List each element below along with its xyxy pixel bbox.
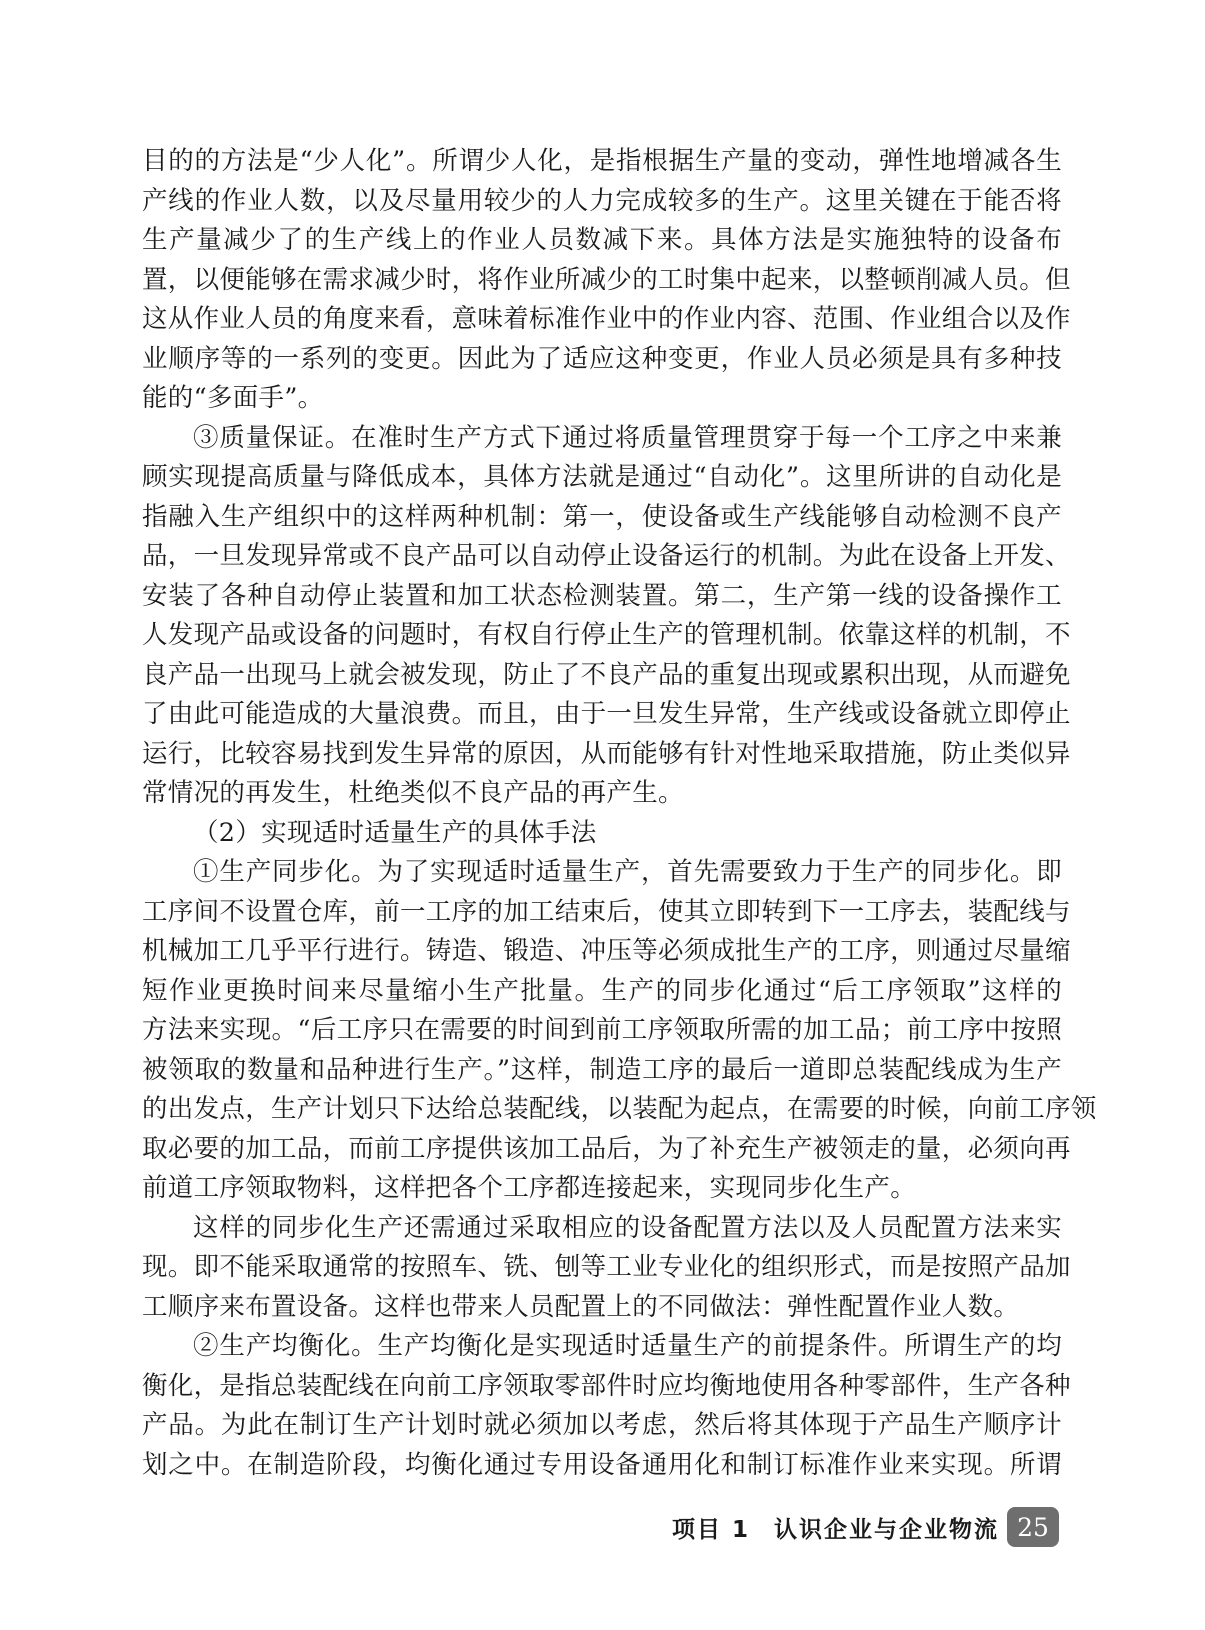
text-line: 被领取的数量和品种进行生产。”这样，制造工序的最后一道即总装配线成为生产 [142, 1054, 1062, 1085]
text-line: 了由此可能造成的大量浪费。而且，由于一旦发生异常，生产线或设备就立即停止 [142, 699, 1071, 729]
page-footer [672, 1507, 1059, 1547]
text-line: ①生产同步化。为了实现适时适量生产，首先需要致力于生产的同步化。即 [193, 857, 1062, 887]
page-number-badge: 25 [1007, 1507, 1059, 1547]
text-line: 工顺序来布置设备。这样也带来人员配置上的不同做法：弹性配置作业人数。 [142, 1291, 1020, 1322]
text-line: 产线的作业人数，以及尽量用较少的人力完成较多的生产。这里关键在于能否将 [142, 185, 1062, 216]
text-line: 前道工序领取物料，这样把各个工序都连接起来，实现同步化生产。 [142, 1173, 917, 1203]
text-line: 指融入生产组织中的这样两种机制：第一，使设备或生产线能够自动检测不良产 [142, 501, 1062, 532]
text-line: 能的“多面手”。 [142, 383, 324, 413]
text-line: ③质量保证。在准时生产方式下通过将质量管理贯穿于每一个工序之中来兼 [193, 422, 1062, 453]
text-line: 工序间不设置仓库，前一工序的加工结束后，使其立即转到下一工序去，装配线与 [142, 896, 1071, 927]
text-line: 方法来实现。“后工序只在需要的时间到前工序领取所需的加工品；前工序中按照 [142, 1015, 1062, 1045]
text-line: 现。即不能采取通常的按照车、铣、刨等工业专业化的组织形式，而是按照产品加 [142, 1252, 1071, 1282]
text-line: 取必要的加工品，而前工序提供该加工品后，为了补充生产被领走的量，必须向再 [142, 1133, 1071, 1164]
text-line: 业顺序等的一系列的变更。因此为了适应这种变更，作业人员必须是具有多种技 [142, 343, 1062, 374]
text-line: ②生产均衡化。生产均衡化是实现适时适量生产的前提条件。所谓生产的均 [193, 1331, 1062, 1361]
body-text [142, 142, 1097, 1485]
text-line: 常情况的再发生，杜绝类似不良产品的再产生。 [142, 778, 684, 808]
text-line: 良产品一出现马上就会被发现，防止了不良产品的重复出现或累积出现，从而避免 [142, 659, 1071, 690]
section-heading: （2）实现适时适量生产的具体手法 [193, 817, 597, 848]
text-line: 的出发点，生产计划只下达给总装配线，以装配为起点，在需要的时候，向前工序领 [142, 1094, 1097, 1124]
text-line: 目的的方法是“少人化”。所谓少人化，是指根据生产量的变动，弹性地增减各生 [142, 146, 1062, 176]
text-line: 安装了各种自动停止装置和加工状态检测装置。第二，生产第一线的设备操作工 [142, 580, 1062, 611]
text-line: 生产量减少了的生产线上的作业人员数减下来。具体方法是实施独特的设备布 [142, 225, 1062, 255]
text-line: 顾实现提高质量与降低成本，具体方法就是通过“自动化”。这里所讲的自动化是 [142, 462, 1062, 492]
text-line: 划之中。在制造阶段，均衡化通过专用设备通用化和制订标准作业来实现。所谓 [142, 1449, 1062, 1480]
text-line: 运行，比较容易找到发生异常的原因，从而能够有针对性地采取措施，防止类似异 [142, 738, 1071, 769]
text-line: 这样的同步化生产还需通过采取相应的设备配置方法以及人员配置方法来实 [193, 1212, 1062, 1243]
text-line: 衡化，是指总装配线在向前工序领取零部件时应均衡地使用各种零部件，生产各种 [142, 1370, 1071, 1401]
text-line: 人发现产品或设备的问题时，有权自行停止生产的管理机制。依靠这样的机制，不 [142, 620, 1071, 650]
text-line: 短作业更换时间来尽量缩小生产批量。生产的同步化通过“后工序领取”这样的 [142, 975, 1062, 1006]
footer-project-label: 项目 1 [672, 1516, 751, 1543]
text-line: 这从作业人员的角度来看，意味着标准作业中的作业内容、范围、作业组合以及作 [142, 304, 1071, 334]
text-line: 品，一旦发现异常或不良产品可以自动停止设备运行的机制。为此在设备上开发、 [142, 541, 1071, 571]
text-line: 产品。为此在制订生产计划时就必须加以考虑，然后将其体现于产品生产顺序计 [142, 1410, 1062, 1440]
text-line: 机械加工几乎平行进行。铸造、锻造、冲压等必须成批生产的工序，则通过尽量缩 [142, 936, 1071, 966]
footer-chapter-title: 认识企业与企业物流 [774, 1516, 1000, 1543]
text-line: 置，以便能够在需求减少时，将作业所减少的工时集中起来，以整顿削减人员。但 [142, 264, 1071, 295]
